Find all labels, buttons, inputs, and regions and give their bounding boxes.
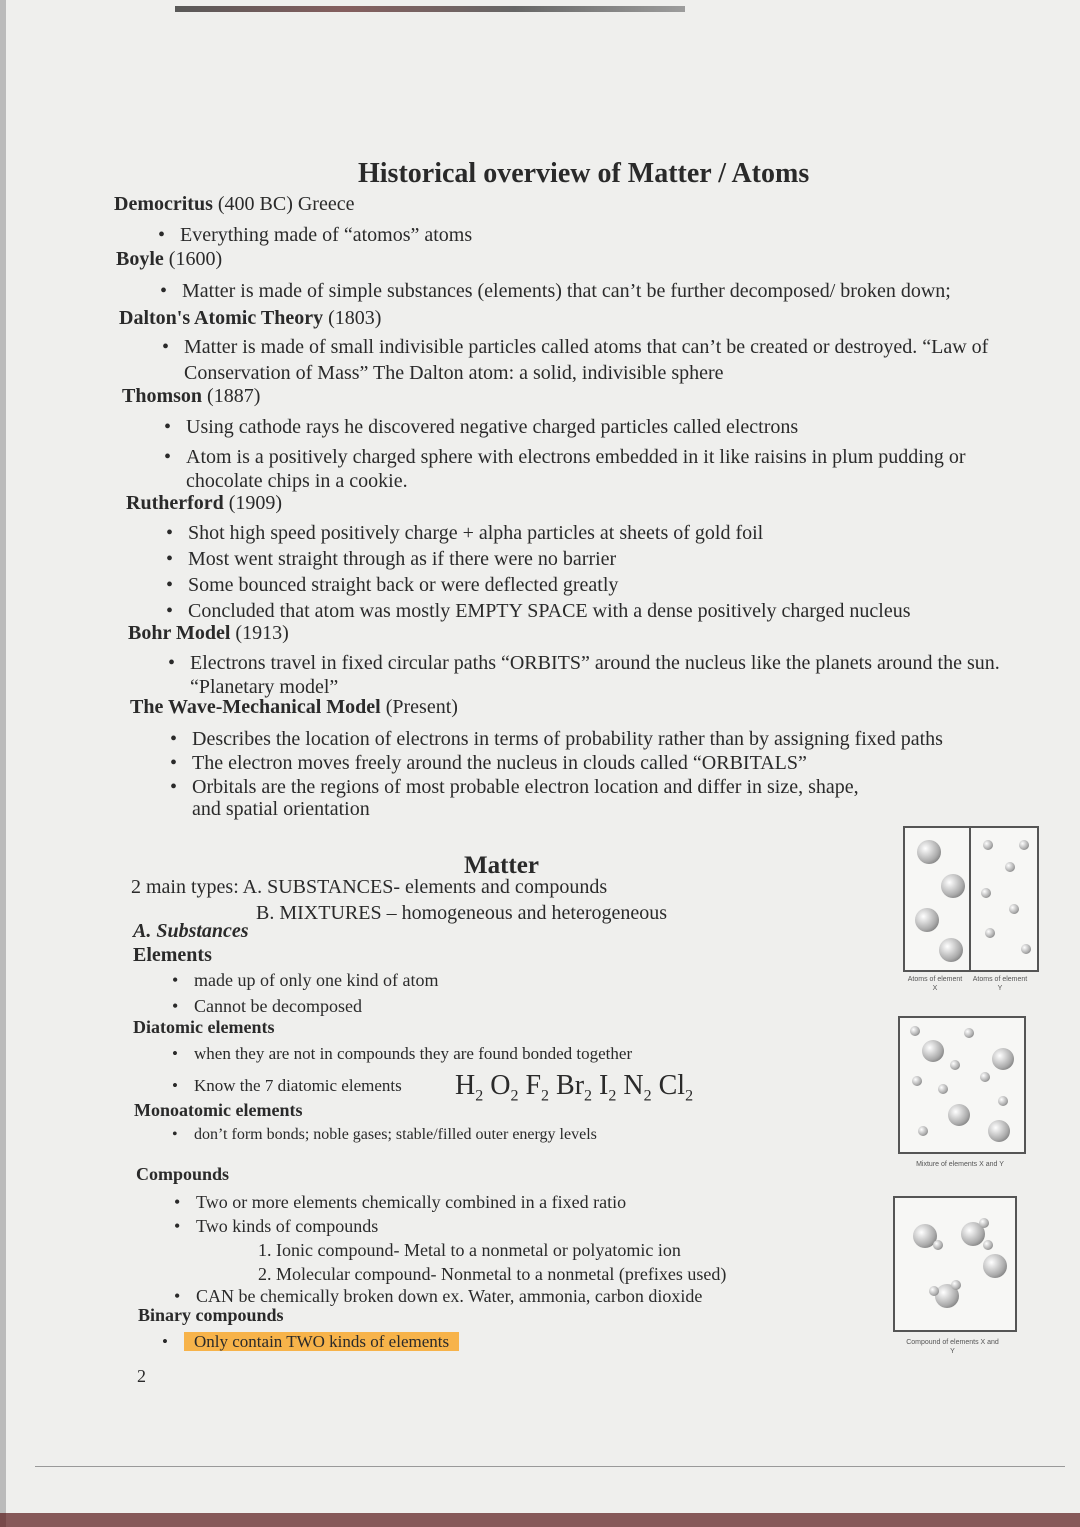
divider xyxy=(35,1466,1065,1467)
heading: Rutherford xyxy=(126,492,224,514)
detail: (1887) xyxy=(202,385,261,407)
detail: (1913) xyxy=(230,622,289,644)
detail: (1803) xyxy=(323,307,382,329)
bullet: • Atom is a positively charged sphere with electrons embedded in it like raisins in plum pudding or xyxy=(186,446,965,469)
bullet: • Shot high speed positively charge + alpha particles at sheets of gold foil xyxy=(188,522,763,545)
types-line: 2 main types: A. SUBSTANCES- elements and compounds xyxy=(131,876,608,898)
bullet: • Electrons travel in fixed circular paths “ORBITS” around the nucleus like the planets around the sun. xyxy=(190,652,1000,675)
matter-title: Matter xyxy=(464,852,539,879)
bullet: • Two kinds of compounds xyxy=(196,1216,378,1237)
bullet: • Concluded that atom was mostly EMPTY SPACE with a dense positively charged nucleus xyxy=(188,600,911,623)
compounds-heading: Compounds xyxy=(136,1164,230,1184)
bullet: • don’t form bonds; noble gases; stable/filled outer energy levels xyxy=(194,1126,597,1144)
detail: (1600) xyxy=(163,248,223,270)
page-title: Historical overview of Matter / Atoms xyxy=(358,158,810,189)
bullet: • Matter is made of small indivisible particles called atoms that can’t be created or destroyed. “Law of xyxy=(184,336,988,359)
scan-edge xyxy=(0,0,6,1527)
bullet: • Orbitals are the regions of most probable electron location and differ in size, shape, xyxy=(192,776,859,799)
bullet: • Cannot be decomposed xyxy=(194,996,362,1017)
mixture-figure xyxy=(898,1016,1026,1154)
bullet-cont: chocolate chips in a cookie. xyxy=(186,470,408,492)
detail: (1909) xyxy=(223,492,283,514)
bullet: • when they are not in compounds they are found bonded together xyxy=(194,1044,632,1064)
heading: Thomson xyxy=(122,385,203,407)
monoatomic-heading: Monoatomic elements xyxy=(134,1100,303,1120)
elements-figure xyxy=(903,826,1039,972)
heading: The Wave-Mechanical Model xyxy=(130,696,381,718)
scan-artifact xyxy=(0,1513,1080,1527)
numbered-item: 1. Ionic compound- Metal to a nonmetal or polyatomic ion xyxy=(258,1240,681,1260)
figure-caption: Mixture of elements X and Y xyxy=(916,1161,1004,1168)
figure-caption: Compound of elements X and Y xyxy=(906,1339,999,1355)
bullet: • Know the 7 diatomic elements xyxy=(194,1076,402,1096)
bullet-cont: Conservation of Mass” The Dalton atom: a solid, indivisible sphere xyxy=(184,362,724,384)
types-line2: B. MIXTURES – homogeneous and heterogeneous xyxy=(256,902,668,924)
scan-artifact xyxy=(175,6,685,12)
binary-heading: Binary compounds xyxy=(138,1305,284,1325)
compound-figure xyxy=(893,1196,1017,1332)
figure-caption: Atoms of element Y xyxy=(972,976,1028,992)
substances-heading: A. Substances xyxy=(133,920,249,942)
numbered-item: 2. Molecular compound- Nonmetal to a nonmetal (prefixes used) xyxy=(258,1264,727,1284)
bullet: • CAN be chemically broken down ex. Water, ammonia, carbon dioxide xyxy=(196,1286,702,1307)
bullet-cont: “Planetary model” xyxy=(190,676,339,698)
heading: Dalton's Atomic Theory xyxy=(119,307,324,329)
heading: Democritus xyxy=(114,193,213,215)
diatomic-heading: Diatomic elements xyxy=(133,1017,275,1037)
bullet: • Everything made of “atomos” atoms xyxy=(180,224,472,247)
detail: (400 BC) Greece xyxy=(212,193,355,215)
bullet: • made up of only one kind of atom xyxy=(194,970,438,991)
bullet: • The electron moves freely around the nucleus in clouds called “ORBITALS” xyxy=(192,752,807,775)
bullet: • Using cathode rays he discovered negative charged particles called electrons xyxy=(186,416,798,439)
page-number: 2 xyxy=(137,1366,146,1386)
bullet: • Matter is made of simple substances (elements) that can’t be further decomposed/ broken down; xyxy=(182,280,951,303)
bullet: • Describes the location of electrons in terms of probability rather than by assigning fixed paths xyxy=(192,728,943,751)
diatomic-formulas: $H_2$ $O_2$ $F_2$ $Br_2$ $I_2$ $N_2$ $Cl_2$ xyxy=(455,1070,694,1105)
elements-heading: Elements xyxy=(133,944,212,966)
highlighted-text: Only contain TWO kinds of elements xyxy=(184,1332,459,1351)
bullet-cont: and spatial orientation xyxy=(192,798,370,820)
bullet: • Two or more elements chemically combined in a fixed ratio xyxy=(196,1192,626,1213)
bullet: • Most went straight through as if there were no barrier xyxy=(188,548,616,571)
heading: Bohr Model xyxy=(128,622,231,644)
figure-caption: Atoms of element X xyxy=(907,976,963,992)
heading: Boyle xyxy=(116,248,164,270)
bullet xyxy=(184,1332,459,1352)
detail: (Present) xyxy=(380,696,458,718)
bullet: • Some bounced straight back or were deflected greatly xyxy=(188,574,618,597)
